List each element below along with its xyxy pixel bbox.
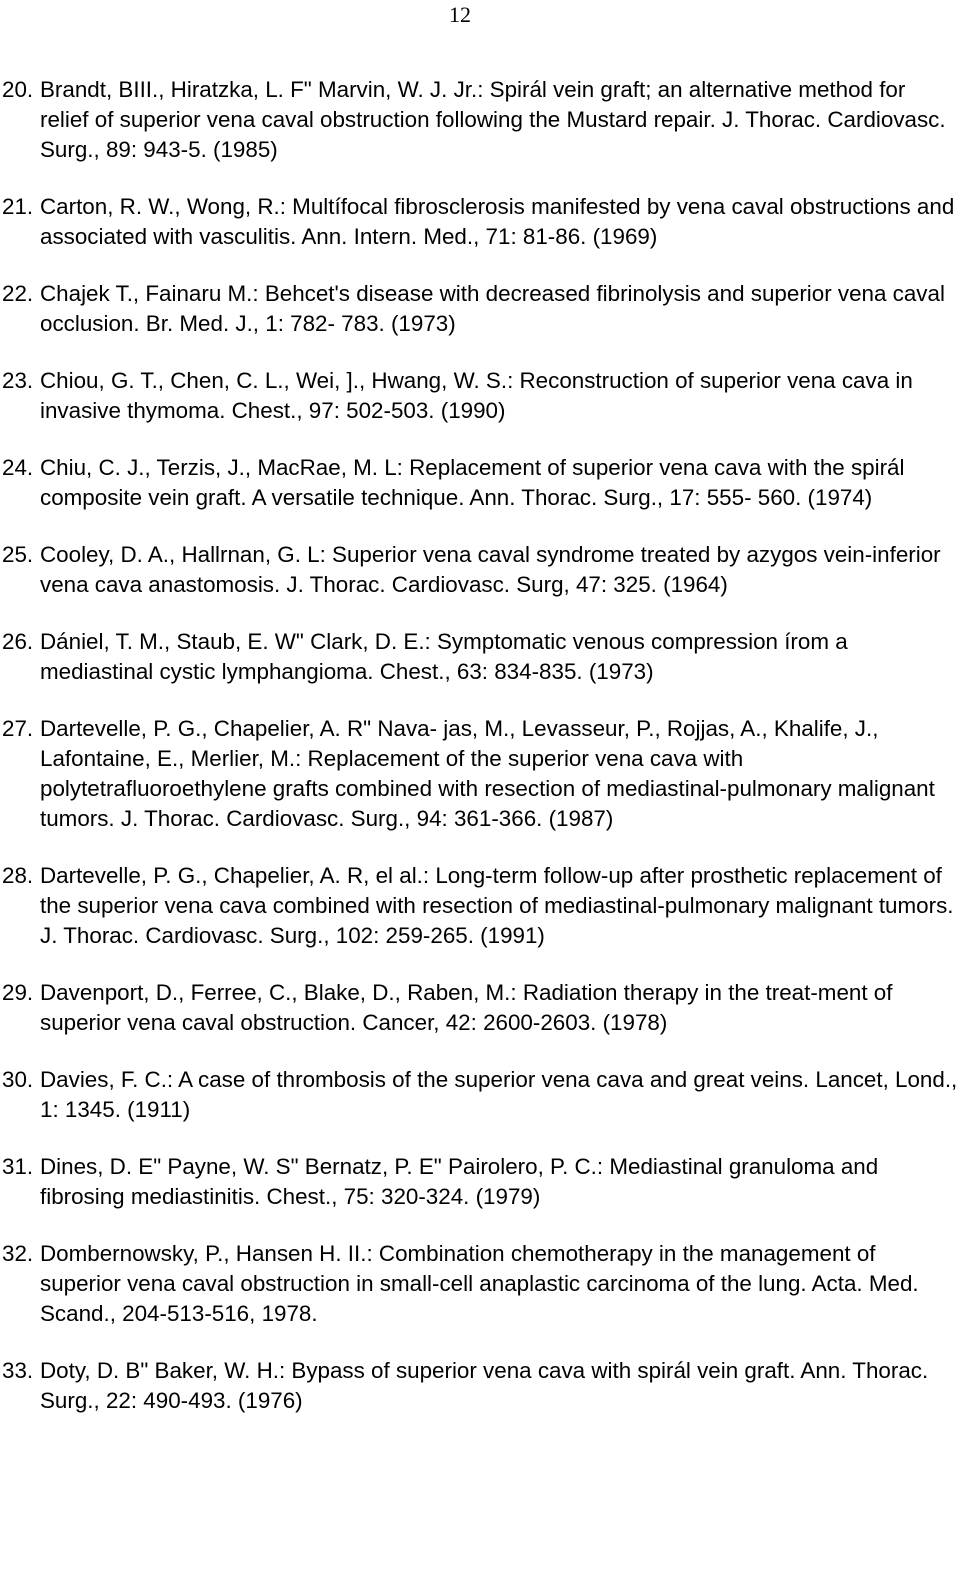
reference-number: 22. [2, 281, 34, 306]
reference-item [0, 366, 960, 426]
reference-item [0, 1356, 960, 1416]
reference-number: 27. [2, 716, 34, 741]
page-number: 12 [449, 2, 471, 27]
reference-item [0, 1065, 960, 1125]
reference-text: Chiou, G. T., Chen, C. L., Wei, ]., Hwang, W. S.: Reconstruction of superior vena cava in invasive thymoma. Chest., 97: 502-503. (1990) [40, 368, 913, 423]
reference-text: Dartevelle, P. G., Chapelier, A. R, el al.: Long-term follow-up after prosthetic replacement of the superior vena cava combined with resection of mediastinal-pulmonary malignant tumors. J. Thorac. Cardiovasc. Surg., 102: 259-265. (1991) [40, 863, 954, 948]
reference-item [0, 978, 960, 1038]
reference-number: 33. [2, 1358, 34, 1383]
reference-item [0, 279, 960, 339]
reference-item [0, 1152, 960, 1212]
reference-text: Dombernowsky, P., Hansen H. II.: Combination chemotherapy in the management of superior vena caval obstruction in small-cell anaplastic carcinoma of the lung. Acta. Med. Scand., 204-513-516, 1978. [40, 1241, 919, 1326]
reference-number: 23. [2, 368, 34, 393]
reference-list [0, 75, 960, 1443]
reference-number: 26. [2, 629, 34, 654]
reference-item [0, 714, 960, 834]
reference-number: 29. [2, 980, 34, 1005]
reference-number: 31. [2, 1154, 34, 1179]
reference-text: Chiu, C. J., Terzis, J., MacRae, M. L: Replacement of superior vena cava with the spirál composite vein graft. A versatile technique. Ann. Thorac. Surg., 17: 555- 560. (1974) [40, 455, 905, 510]
reference-number: 21. [2, 194, 34, 219]
reference-text: Doty, D. B" Baker, W. H.: Bypass of superior vena cava with spirál vein graft. Ann. Thorac. Surg., 22: 490-493. (1976) [40, 1358, 929, 1413]
reference-number: 24. [2, 455, 34, 480]
reference-text: Carton, R. W., Wong, R.: Multífocal fibrosclerosis manifested by vena caval obstructions and associated with vasculitis. Ann. Intern. Med., 71: 81-86. (1969) [40, 194, 955, 249]
reference-number: 25. [2, 542, 34, 567]
reference-text: Davies, F. C.: A case of thrombosis of the superior vena cava and great veins. Lancet, Lond., 1: 1345. (1911) [40, 1067, 958, 1122]
reference-text: Dines, D. E" Payne, W. S" Bernatz, P. E" Pairolero, P. C.: Mediastinal granuloma and fibrosing mediastinitis. Chest., 75: 320-324. (1979) [40, 1154, 879, 1209]
reference-number: 28. [2, 863, 34, 888]
reference-number: 20. [2, 77, 34, 102]
reference-item [0, 540, 960, 600]
reference-text: Brandt, BIII., Hiratzka, L. F" Marvin, W. J. Jr.: Spirál vein graft; an alternative method for relief of superior vena caval obstruction following the Mustard repair. J. Thorac. Cardiovasc. Surg., 89: 943-5. (1985) [40, 77, 946, 162]
reference-text: Dartevelle, P. G., Chapelier, A. R" Nava- jas, M., Levasseur, P., Rojjas, A., Khalife, J., Lafontaine, E., Merlier, M.: Replacement of the superior vena cava with polytetrafluoroethylene grafts combined with resection of mediastinal-pulmonary malignant tumors. J. Thorac. Cardiovasc. Surg., 94: 361-366. (1987) [40, 716, 935, 831]
reference-text: Davenport, D., Ferree, C., Blake, D., Raben, M.: Radiation therapy in the treat-ment of superior vena caval obstruction. Cancer, 42: 2600-2603. (1978) [40, 980, 893, 1035]
reference-item [0, 861, 960, 951]
reference-text: Chajek T., Fainaru M.: Behcet's disease with decreased fibrinolysis and superior vena caval occlusion. Br. Med. J., 1: 782- 783. (1973) [40, 281, 945, 336]
reference-item [0, 75, 960, 165]
reference-item [0, 192, 960, 252]
reference-number: 30. [2, 1067, 34, 1092]
reference-item [0, 1239, 960, 1329]
reference-text: Dániel, T. M., Staub, E. W" Clark, D. E.: Symptomatic venous compression írom a mediastinal cystic lymphangioma. Chest., 63: 834-835. (1973) [40, 629, 848, 684]
reference-text: Cooley, D. A., Hallrnan, G. L: Superior vena caval syndrome treated by azygos vein-inferior vena cava anastomosis. J. Thorac. Cardiovasc. Surg, 47: 325. (1964) [40, 542, 941, 597]
reference-number: 32. [2, 1241, 34, 1266]
reference-item [0, 453, 960, 513]
reference-item [0, 627, 960, 687]
